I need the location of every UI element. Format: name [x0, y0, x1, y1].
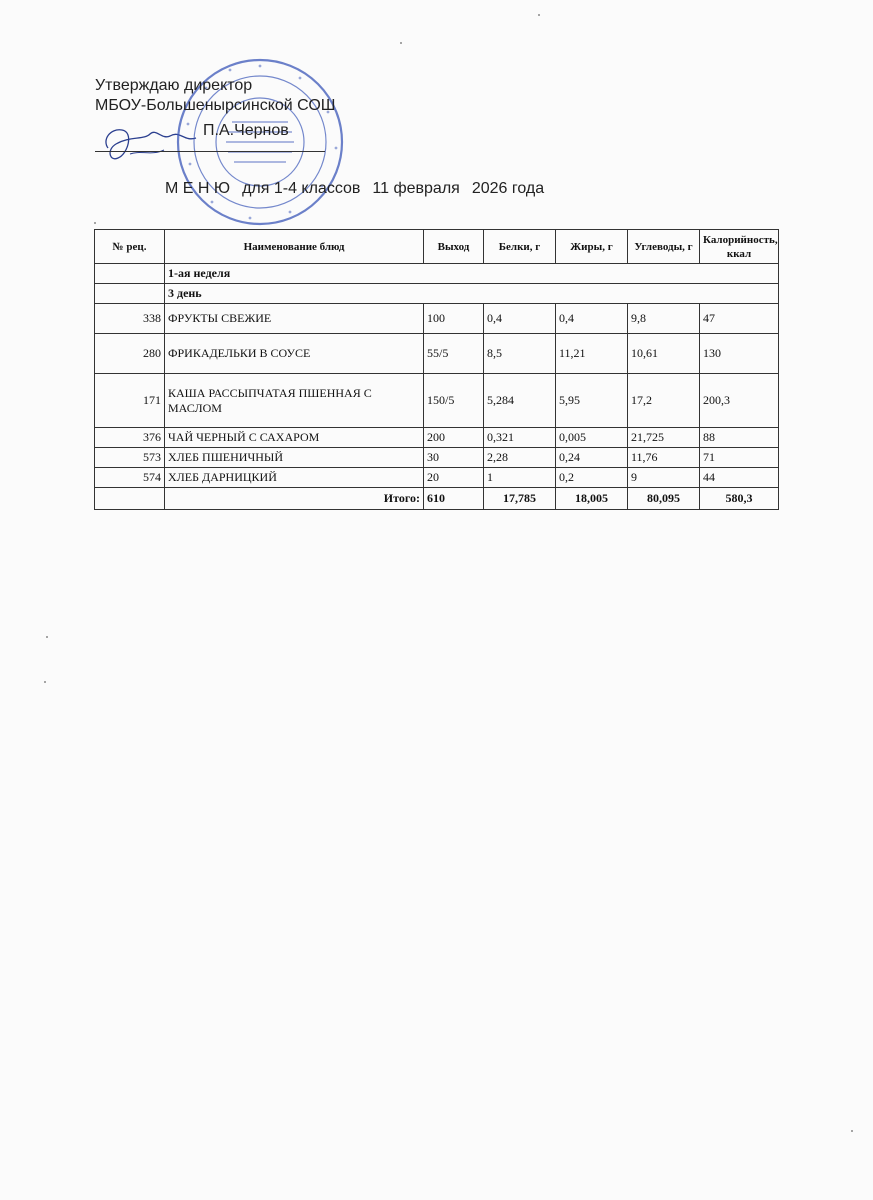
table-row	[95, 304, 779, 334]
dish-protein: 2,28	[484, 448, 556, 468]
dish-fat: 5,95	[556, 374, 628, 428]
school-name: МБОУ-Большенырсинской СОШ	[95, 97, 336, 114]
total-label: Итого:	[165, 488, 424, 510]
header-calories: Калорийность, ккал	[700, 230, 779, 264]
dish-output: 200	[424, 428, 484, 448]
scan-speck	[94, 222, 96, 224]
dish-protein: 8,5	[484, 334, 556, 374]
table-row	[95, 448, 779, 468]
scan-speck	[44, 681, 46, 683]
dish-output: 100	[424, 304, 484, 334]
dish-fat: 0,005	[556, 428, 628, 448]
total-fat: 18,005	[556, 488, 628, 510]
total-row	[95, 488, 779, 510]
dish-name: ЧАЙ ЧЕРНЫЙ С САХАРОМ	[165, 428, 424, 448]
dish-calories: 88	[700, 428, 779, 448]
dish-name: ФРИКАДЕЛЬКИ В СОУСЕ	[165, 334, 424, 374]
dish-protein: 0,321	[484, 428, 556, 448]
recipe-number: 574	[95, 468, 165, 488]
day-label: 3 день	[165, 284, 779, 304]
menu-title	[165, 180, 556, 198]
dish-name: КАША РАССЫПЧАТАЯ ПШЕННАЯ С МАСЛОМ	[165, 374, 424, 428]
dish-protein: 1	[484, 468, 556, 488]
dish-output: 55/5	[424, 334, 484, 374]
menu-year: 2026 года	[471, 180, 545, 197]
recipe-number: 376	[95, 428, 165, 448]
dish-name: ХЛЕБ ДАРНИЦКИЙ	[165, 468, 424, 488]
dish-output: 150/5	[424, 374, 484, 428]
dish-calories: 71	[700, 448, 779, 468]
recipe-number: 338	[95, 304, 165, 334]
dish-carbs: 11,76	[628, 448, 700, 468]
dish-calories: 130	[700, 334, 779, 374]
table-row	[95, 468, 779, 488]
table-row	[95, 374, 779, 428]
table-row	[95, 428, 779, 448]
week-label: 1-ая неделя	[165, 264, 779, 284]
signature-line	[95, 151, 325, 152]
header-fat: Жиры, г	[556, 230, 628, 264]
menu-classes: для 1-4 классов	[242, 180, 361, 197]
dish-fat: 0,2	[556, 468, 628, 488]
recipe-number: 171	[95, 374, 165, 428]
director-name: П.А.Чернов	[203, 122, 289, 139]
dish-output: 20	[424, 468, 484, 488]
dish-fat: 0,24	[556, 448, 628, 468]
dish-carbs: 10,61	[628, 334, 700, 374]
scan-speck	[538, 14, 540, 16]
table-row	[95, 334, 779, 374]
recipe-number: 573	[95, 448, 165, 468]
total-output: 610	[424, 488, 484, 510]
header-protein: Белки, г	[484, 230, 556, 264]
header-name: Наименование блюд	[165, 230, 424, 264]
total-carbs: 80,095	[628, 488, 700, 510]
dish-carbs: 17,2	[628, 374, 700, 428]
approval-title: Утверждаю директор	[95, 77, 253, 94]
header-recipe: № рец.	[95, 230, 165, 264]
scan-speck	[400, 42, 402, 44]
dish-name: ХЛЕБ ПШЕНИЧНЫЙ	[165, 448, 424, 468]
dish-name: ФРУКТЫ СВЕЖИЕ	[165, 304, 424, 334]
day-row	[95, 284, 779, 304]
dish-calories: 200,3	[700, 374, 779, 428]
dish-protein: 5,284	[484, 374, 556, 428]
dish-calories: 47	[700, 304, 779, 334]
dish-carbs: 21,725	[628, 428, 700, 448]
dish-fat: 11,21	[556, 334, 628, 374]
dish-protein: 0,4	[484, 304, 556, 334]
total-protein: 17,785	[484, 488, 556, 510]
recipe-number: 280	[95, 334, 165, 374]
menu-table	[94, 229, 779, 510]
dish-fat: 0,4	[556, 304, 628, 334]
header-carbs: Углеводы, г	[628, 230, 700, 264]
menu-word: М Е Н Ю	[165, 180, 231, 197]
total-calories: 580,3	[700, 488, 779, 510]
dish-carbs: 9,8	[628, 304, 700, 334]
table-header-row	[95, 230, 779, 264]
scan-speck	[46, 636, 48, 638]
header-output: Выход	[424, 230, 484, 264]
dish-output: 30	[424, 448, 484, 468]
dish-calories: 44	[700, 468, 779, 488]
week-row	[95, 264, 779, 284]
menu-date: 11 февраля	[372, 180, 460, 197]
scan-speck	[851, 1130, 853, 1132]
dish-carbs: 9	[628, 468, 700, 488]
